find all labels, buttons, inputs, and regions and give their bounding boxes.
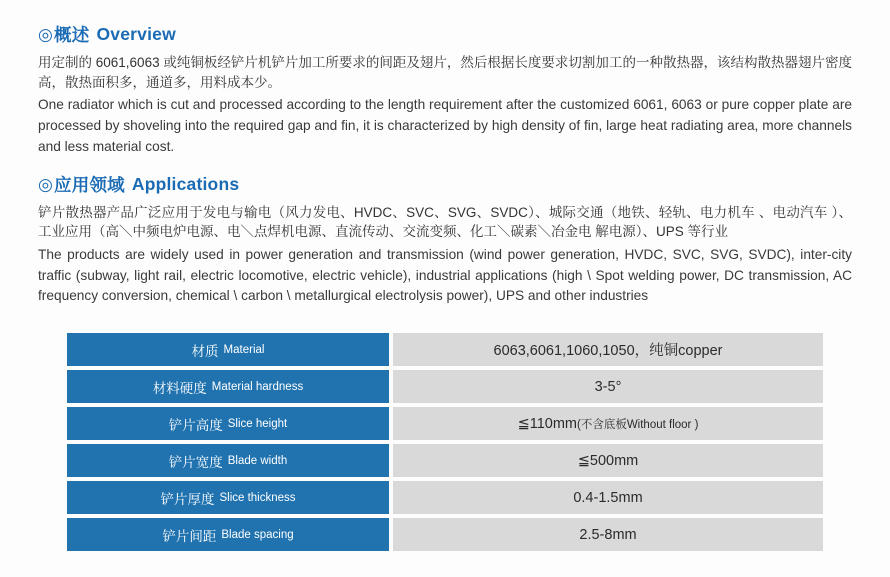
spec-label-en: Blade spacing (221, 528, 294, 541)
overview-heading (38, 22, 852, 47)
spec-label-en: Slice thickness (219, 491, 296, 504)
double-circle-bullet-icon: ◎ (38, 174, 54, 194)
applications-section (38, 172, 852, 308)
spec-row-slice-thickness-label (67, 481, 389, 514)
spec-value: 0.4-1.5mm (573, 489, 643, 506)
applications-body-zh: 铲片散热器产品广泛应用于发电与输电（风力发电、HVDC、SVC、SVG、SVDC）、城际交通（地铁、轻轨、电力机车 、电动汽车 ）、工业应用（高＼中频电炉电源、电＼点焊机电源、直流传动、交流变频、化工＼碳素＼冶金电 解电源）、UPS 等行业 (38, 204, 852, 240)
overview-title-zh: 概述 (54, 25, 90, 45)
applications-title-zh: 应用领域 (54, 174, 125, 195)
double-circle-bullet-icon: ◎ (38, 25, 54, 44)
spec-value: 2.5-8mm (579, 526, 637, 543)
overview-body-zh: 用定制的 6061,6063 或纯铜板经铲片机铲片加工所要求的间距及翅片，然后根据长度要求切割加工的一种散热器，该结构散热器翅片密度高，散热面积多，通道多，用料成本少。 (38, 55, 852, 90)
spec-value-note: (不含底板Without floor ) (577, 418, 699, 431)
spec-value: ≦500mm (577, 452, 639, 469)
applications-title-en: Applications (131, 173, 240, 194)
spec-label-zh: 铲片间距 (162, 528, 217, 544)
overview-body-en: One radiator which is cut and processed according to the length requirement after the customized 6061, 6063 or pure copper plate are processed by shoveling into the required gap and fin, it is characterized by high density of fin, large heat radiating area, more channels and less material cost. (38, 97, 852, 154)
overview-title-en: Overview (96, 24, 176, 44)
applications-body-en: The products are widely used in power generation and transmission (wind power generation, HVDC, SVC, SVG, SVDC), inter-city traffic (subway, light rail, electric locomotive, electric vehicle), industrial applications (high \ Spot welding power, DC transmission, AC frequency conversion, chemical \ carbon \ metallurgical electrolysis power), UPS and other industries (38, 246, 852, 304)
spec-label-en: Blade width (227, 454, 288, 467)
applications-heading (38, 172, 852, 197)
spec-label-zh: 铲片宽度 (168, 454, 223, 470)
spec-row-slice-height-label (67, 407, 389, 440)
spec-row-material-value (393, 333, 823, 366)
spec-label-zh: 材料硬度 (152, 380, 207, 396)
spec-label-en: Material hardness (211, 380, 304, 393)
spec-row-blade-spacing-value (393, 518, 823, 551)
spec-value: ≦110mm (517, 415, 577, 432)
spec-row-blade-width-value (393, 444, 823, 477)
spec-row-hardness-value (393, 370, 823, 403)
spec-value: 6063,6061,1060,1050，纯铜copper (493, 343, 723, 360)
spec-row-hardness-label (67, 370, 389, 403)
spec-label-en: Slice height (227, 417, 288, 430)
overview-section (38, 22, 852, 158)
spec-row-material-label (67, 333, 389, 366)
spec-label-zh: 铲片厚度 (160, 491, 215, 507)
spec-row-slice-thickness-value (393, 481, 823, 514)
spec-row-blade-width-label (67, 444, 389, 477)
spec-label-zh: 材质 (191, 343, 219, 359)
spec-value: 3-5° (594, 378, 622, 395)
spec-row-blade-spacing-label (67, 518, 389, 551)
spec-label-en: Material (223, 343, 265, 356)
spec-table (67, 333, 823, 551)
spec-row-slice-height-value (393, 407, 823, 440)
spec-label-zh: 铲片高度 (168, 417, 223, 433)
